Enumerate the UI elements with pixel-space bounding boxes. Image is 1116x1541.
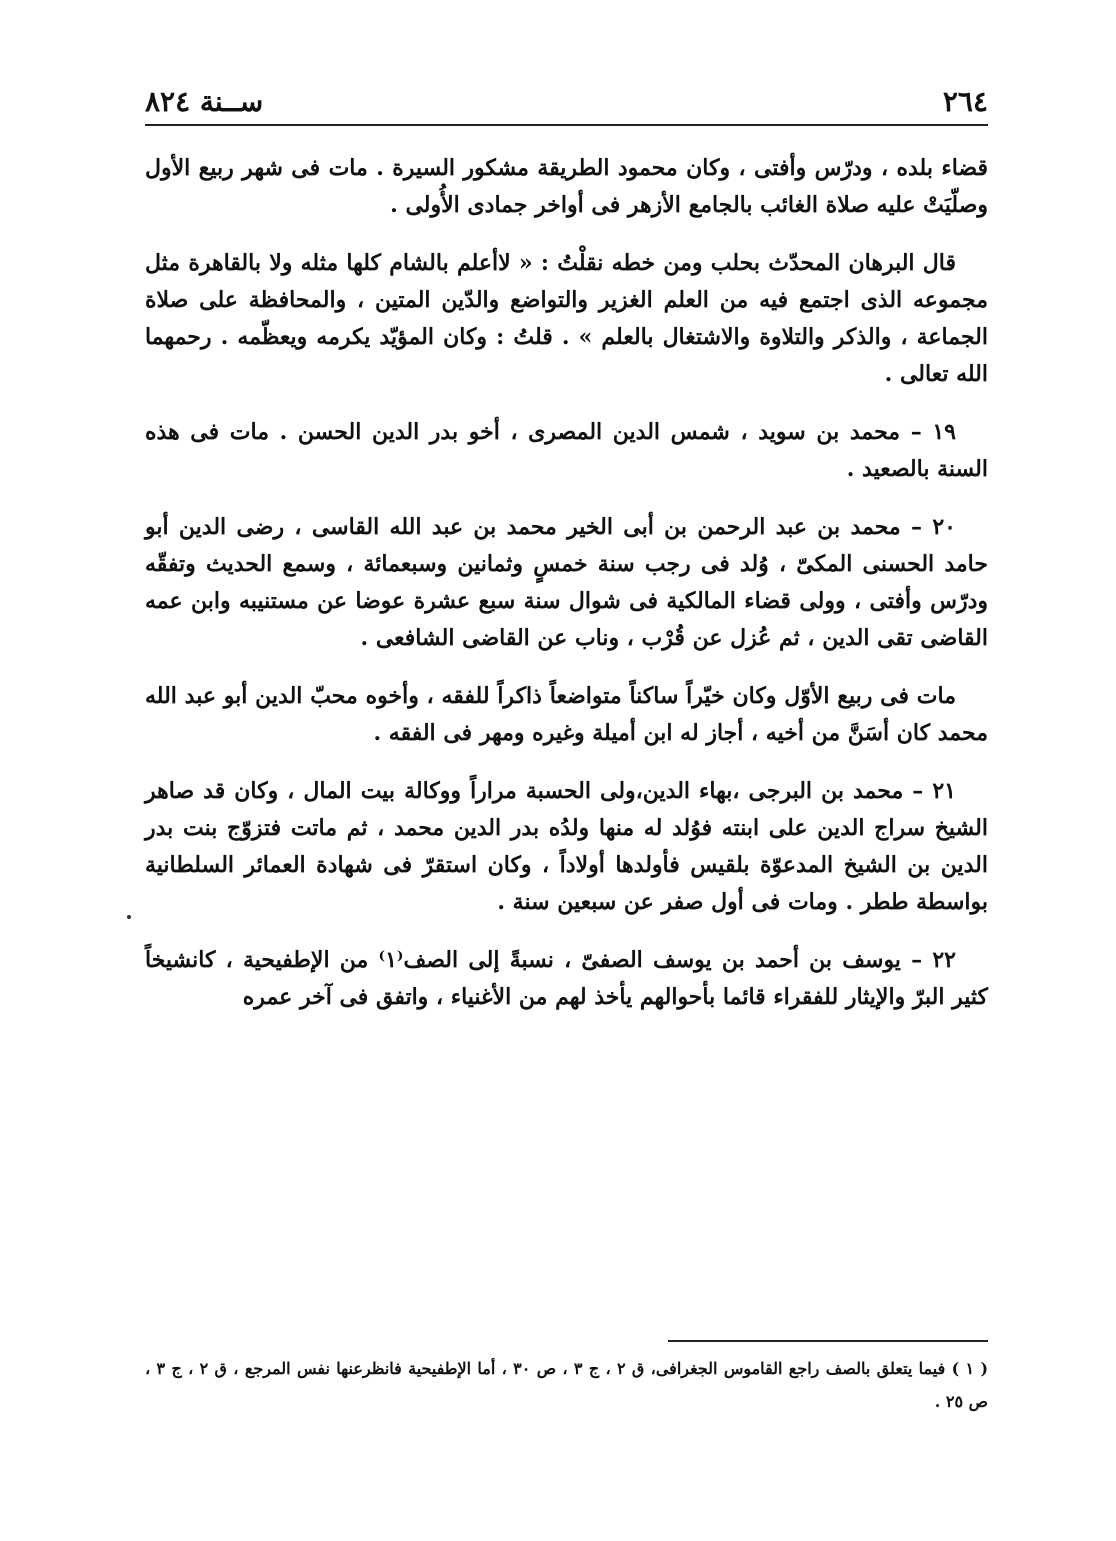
footnote: ( ١ ) فيما يتعلق بالصف راجع القاموس الجغرافى، ق ٢ ، ج ٣ ، ص ٣٠ ، أما الإطفيحية فانظرعنها نفس المرجع ، ق ٢ ، ج ٣ ، ص ٢٥ .: [145, 1359, 989, 1411]
margin-mark: [127, 915, 131, 919]
paragraph-quote: قال البرهان المحدّث بحلب ومن خطه نقلْتُ : « لاأعلم بالشام كلها مثله ولا بالقاهرة مثل مجموعه الذى اجتمع فيه من العلم الغزير والتواضع والدّين المتين ، والمحافظة على صلاة الجماعة ، والذكر والتلاوة والاشتغال بالعلم » . قلتُ : وكان المؤيّد يكرمه ويعظّمه . رحمهما الله تعالى .: [145, 250, 988, 387]
header-divider: [145, 124, 988, 126]
entry-21: ٢١ – محمد بن البرجى ،بهاء الدين،ولى الحسبة مراراً ووكالة بيت المال ، وكان قد صاهر الشيخ سراج الدين على ابنته فوُلد له منها ولدُه بدر الدين محمد ، ثم ماتت فتزوّج بنت بدر الدين بن الشيخ المدعوّة بلقيس فأولدها أولاداً ، وكان استقرّ فى شهادة العمائر السلطانية بواسطة ططر . ومات فى أول صفر عن سبعين سنة .: [145, 778, 988, 915]
entry-20: ٢٠ – محمد بن عبد الرحمن بن أبى الخير محمد بن عبد الله القاسى ، رضى الدين أبو حامد الحسنى المكىّ ، وُلد فى رجب سنة خمسٍ وثمانين وسبعمائة ، وسمع الحديث وتفقّه ودرّس وأفتى ، وولى قضاء المالكية فى شوال سنة سبع عشرة عوضا عن مستنيبه وابن عمه القاضى تقى الدين ، ثم عُزل عن قُرْب ، وناب عن القاضى الشافعى .: [145, 514, 988, 651]
paragraph-continuation: قضاء بلده ، ودرّس وأفتى ، وكان محمود الطريقة مشكور السيرة . مات فى شهر ربيع الأول وصلّيَتْ عليه صلاة الغائب بالجامع الأزهر فى أواخر جمادى الأُولى .: [145, 155, 988, 218]
page-header: [145, 85, 988, 119]
page-number: ٢٦٤: [942, 85, 988, 118]
entry-22: ٢٢ – يوسف بن أحمد بن يوسف الصفىّ ، نسبةً إلى الصف⁽١⁾ من الإطفيحية ، كانشيخاً كثير البرّ والإيثار للفقراء قائما بأحوالهم يأخذ لهم من الأغنياء ، واتفق فى آخر عمره: [145, 947, 988, 1010]
footnote-divider: [668, 1340, 988, 1342]
entry-19: ١٩ – محمد بن سويد ، شمس الدين المصرى ، أخو بدر الدين الحسن . مات فى هذه السنة بالصعيد .: [145, 419, 988, 482]
main-text: [145, 150, 988, 1037]
entry-20-continued: مات فى ربيع الأوّل وكان خيّراً ساكناً متواضعاً ذاكراً للفقه ، وأخوه محبّ الدين أبو عبد الله محمد كان أسَنَّ من أخيه ، أجاز له ابن أميلة وغيره ومهر فى الفقه .: [145, 683, 988, 746]
running-title-year: ســنة ٨٢٤: [145, 85, 264, 118]
